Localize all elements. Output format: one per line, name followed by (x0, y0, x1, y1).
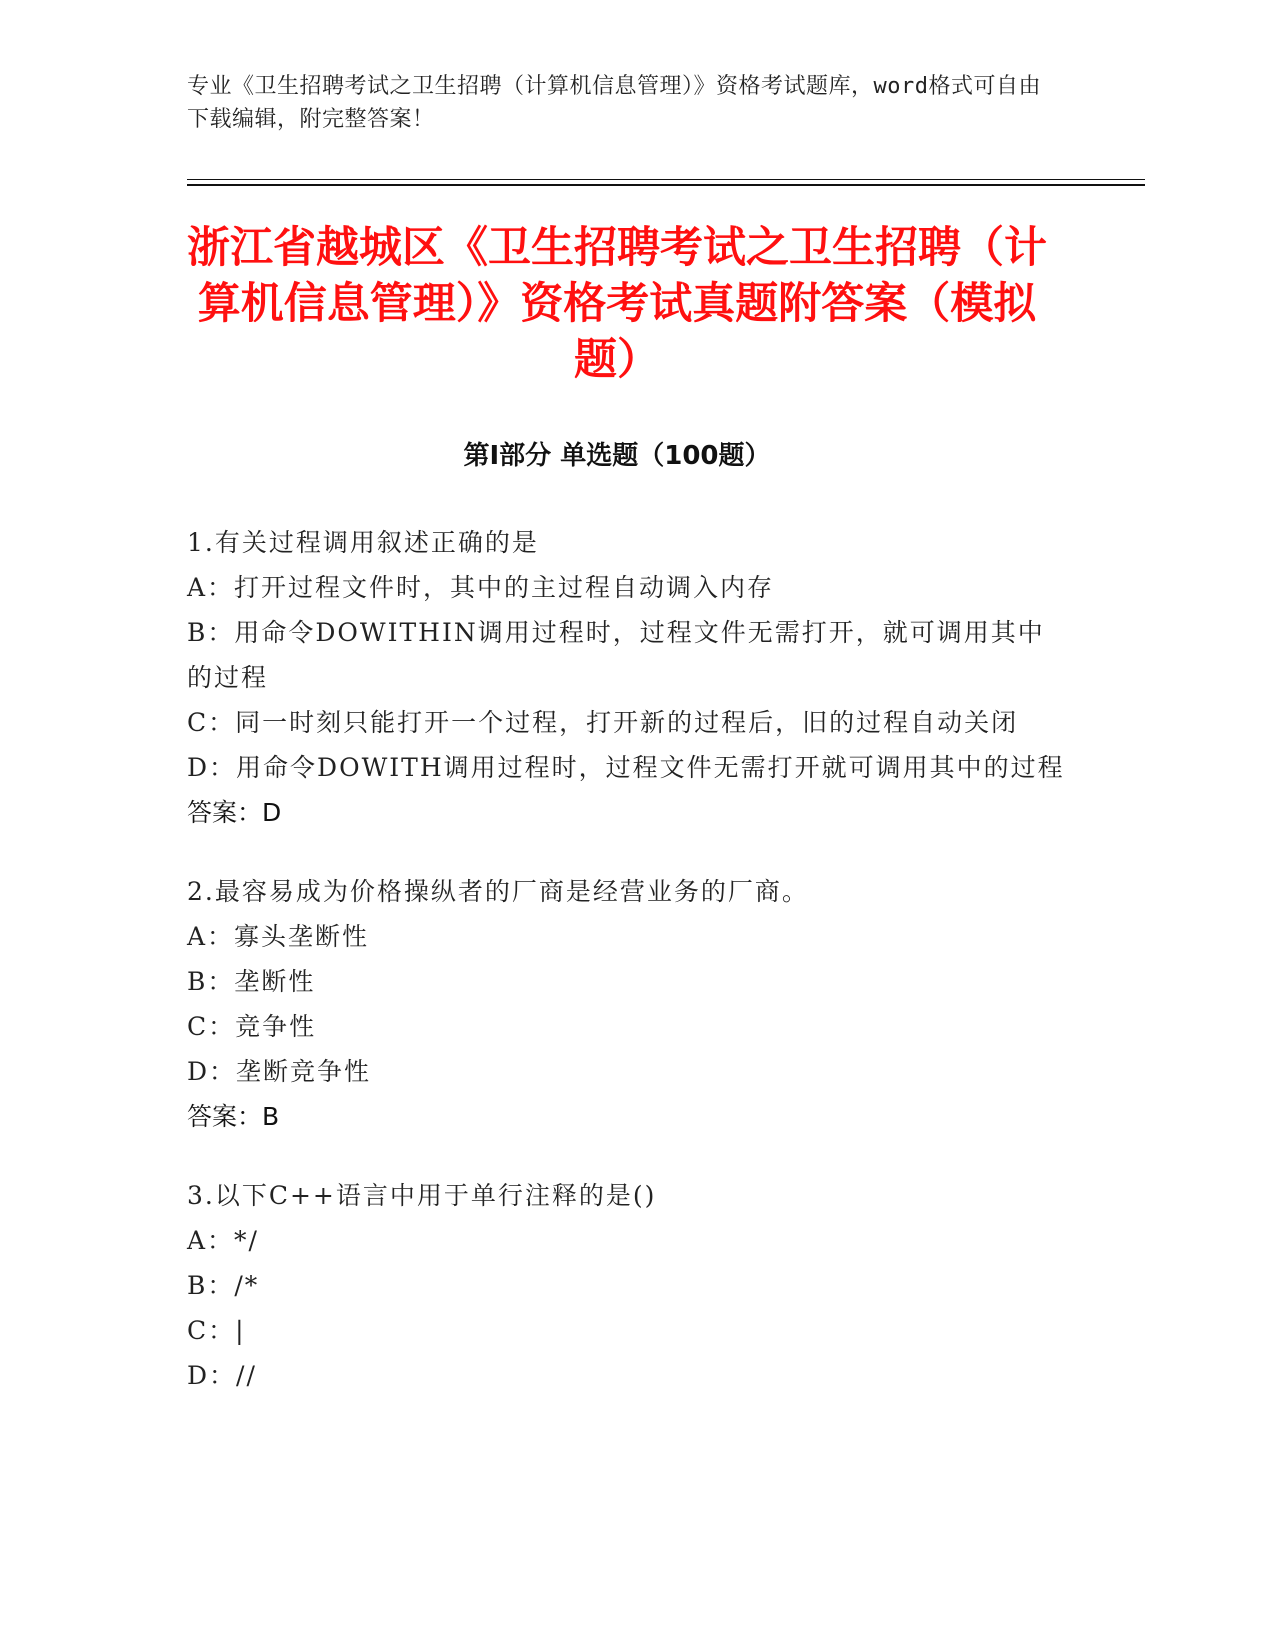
answer-line: 答案：B (187, 1102, 280, 1131)
document-title: 浙江省越城区《卫生招聘考试之卫生招聘（计算机信息管理）》资格考试真题附答案（模拟题） (187, 223, 1047, 385)
option-a: A：*/ (187, 1226, 259, 1255)
option-b: B：垄断性 (187, 967, 316, 996)
option-a: A：寡头垄断性 (187, 922, 370, 951)
section-title: 第Ⅰ部分 单选题（100题） (463, 441, 771, 471)
header-divider (187, 179, 1145, 186)
question-list (187, 520, 1117, 1398)
option-c: C：同一时刻只能打开一个过程，打开新的过程后，旧的过程自动关闭 (187, 708, 1019, 737)
option-d: D：// (187, 1361, 257, 1390)
option-b: B：用命令DOWITHIN调用过程时，过程文件无需打开，就可调用其中的过程 (187, 618, 1045, 692)
header-note: 专业《卫生招聘考试之卫生招聘（计算机信息管理）》资格考试题库，word格式可自由下载编辑，附完整答案！ (187, 74, 1041, 132)
divider-line-thin (187, 179, 1145, 180)
divider-line-thick (187, 184, 1145, 186)
question-stem: 1.有关过程调用叙述正确的是 (187, 528, 539, 557)
question-stem: 2.最容易成为价格操纵者的厂商是经营业务的厂商。 (187, 877, 809, 906)
option-c: C：| (187, 1316, 246, 1345)
option-c: C：竞争性 (187, 1012, 317, 1041)
question-2 (187, 869, 1117, 1139)
question-1 (187, 520, 1117, 835)
answer-line: 答案：D (187, 798, 282, 827)
question-stem: 3.以下C++语言中用于单行注释的是() (187, 1181, 657, 1210)
document-page (187, 70, 1117, 1432)
question-3 (187, 1173, 1117, 1398)
option-d: D：垄断竞争性 (187, 1057, 372, 1086)
option-a: A：打开过程文件时，其中的主过程自动调入内存 (187, 573, 775, 602)
option-b: B：/* (187, 1271, 260, 1300)
option-d: D：用命令DOWITH调用过程时，过程文件无需打开就可调用其中的过程 (187, 753, 1065, 782)
